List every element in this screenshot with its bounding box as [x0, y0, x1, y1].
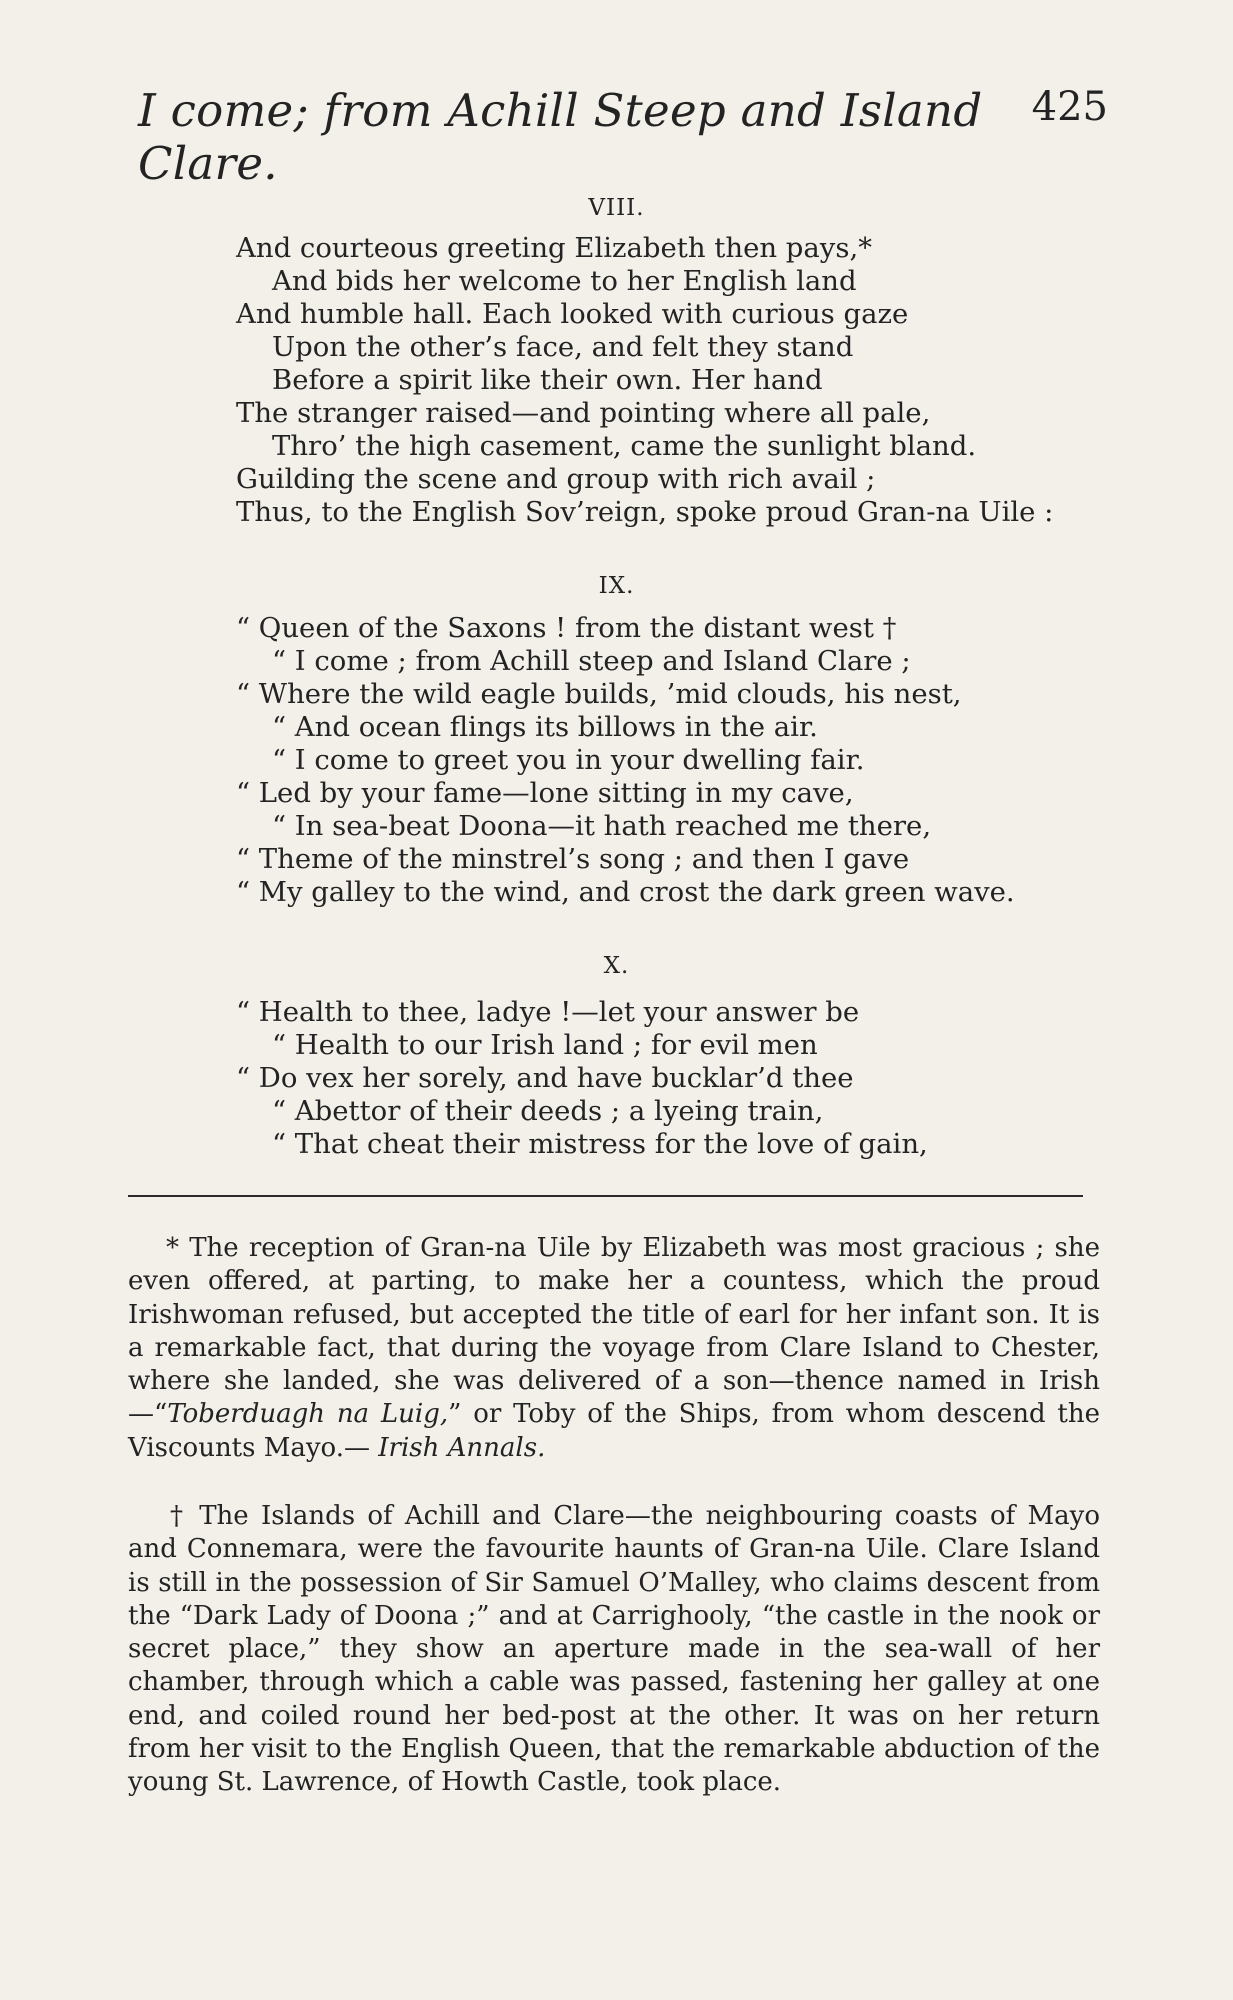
verse-line: “ Do vex her sorely, and have bucklar’d thee [236, 1062, 854, 1094]
footnote-1 [128, 1232, 1100, 1465]
page-number: 425 [1031, 84, 1108, 130]
verse-line: “ In sea-beat Doona—it hath reached me there, [272, 810, 932, 842]
verse-line: “ Health to our Irish land ; for evil men [272, 1029, 818, 1061]
footnote-1-irish-name: Toberduagh na Luig, [167, 1399, 449, 1430]
verse-line: Thus, to the English Sov’reign, spoke proud Gran-na Uile : [236, 496, 1054, 528]
verse-line: “ And ocean flings its billows in the air. [272, 711, 818, 743]
verse-line: Guilding the scene and group with rich avail ; [236, 463, 876, 495]
running-head [138, 84, 1108, 190]
verse-line: “ Where the wild eagle builds, ’mid clouds, his nest, [236, 678, 962, 710]
verse-line: Before a spirit like their own. Her hand [272, 364, 823, 396]
footnote-1-text-after: ” or Toby of the Ships, from whom descend the Viscounts Mayo.— [128, 1399, 1100, 1463]
verse-line: “ I come to greet you in your dwelling fair. [272, 744, 865, 776]
footnote-1-text: * The reception of Gran-na Uile by Elizabeth was most gracious ; she even offered, at parting, to make her a countess, which the proud Irishwoman refused, but accepted the title of earl for her infant son. It is a remarkable fact, that during the voyage from Clare Island to Chester, where she landed, she was delivered of a son—thence named in Irish—“ [128, 1233, 1100, 1430]
verse-line: Thro’ the high casement, came the sunlight bland. [272, 430, 977, 462]
verse-line: And courteous greeting Elizabeth then pays,* [236, 232, 872, 264]
footnote-2-text: † The Islands of Achill and Clare—the neighbouring coasts of Mayo and Connemara, were the favourite haunts of Gran-na Uile. Clare Island is still in the possession of Sir Samuel O’Malley, who claims descent from the “Dark Lady of Doona ;” and at Carrighooly, “the castle in the nook or secret place,” they show an aperture made in the sea-wall of her chamber, through which a cable was passed, fastening her galley at one end, and coiled round her bed-post at the other. It was on her return from her visit to the English Queen, that the remarkable abduction of the young St. Lawrence, of Howth Castle, took place. [128, 1501, 1100, 1798]
verse-line: “ That cheat their mistress for the love of gain, [272, 1128, 928, 1160]
verse-line: “ Health to thee, ladye !—let your answer be [236, 996, 860, 1028]
running-title: I come; from Achill Steep and Island Clare. [138, 84, 983, 190]
footnote-rule [128, 1195, 1083, 1197]
verse-line: Upon the other’s face, and felt they stand [272, 331, 854, 363]
footnote-2 [128, 1500, 1100, 1800]
verse-line: “ Theme of the minstrel’s song ; and then I gave [236, 843, 910, 875]
verse-line: The stranger raised—and pointing where all pale, [236, 397, 931, 429]
verse-line: And bids her welcome to her English land [272, 265, 857, 297]
verse-line: And humble hall. Each looked with curious gaze [236, 298, 909, 330]
stanza-numeral-x: X. [603, 953, 630, 979]
footnote-1-source: Irish Annals. [378, 1432, 546, 1463]
verse-line: “ Queen of the Saxons ! from the distant west † [236, 612, 897, 644]
verse-line: “ I come ; from Achill steep and Island Clare ; [272, 645, 911, 677]
verse-line: “ Abettor of their deeds ; a lyeing train, [272, 1095, 824, 1127]
stanza-numeral-viii: VIII. [588, 195, 645, 221]
stanza-numeral-ix: IX. [598, 573, 635, 599]
verse-line: “ My galley to the wind, and crost the dark green wave. [236, 876, 1015, 908]
verse-line: “ Led by your fame—lone sitting in my cave, [236, 777, 854, 809]
